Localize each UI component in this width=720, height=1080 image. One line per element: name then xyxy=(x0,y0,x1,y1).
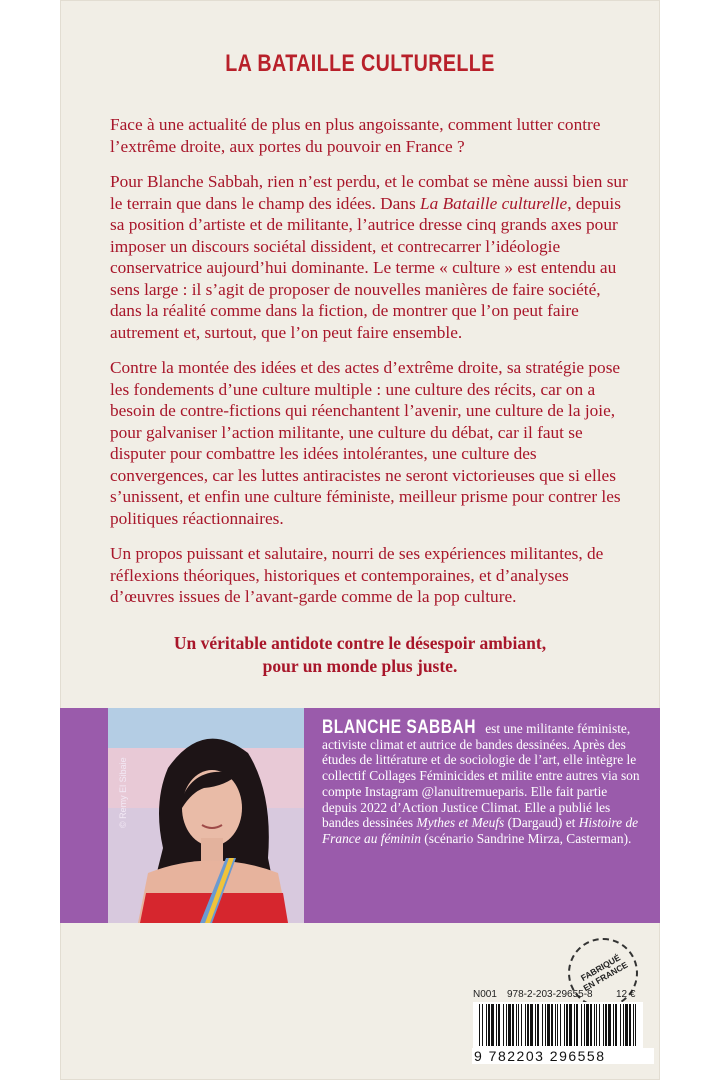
barcode-bar xyxy=(521,1004,522,1046)
barcode-bar xyxy=(566,1004,568,1046)
barcode-bar xyxy=(482,1004,483,1046)
author-bio-part3: (scénario Sandrine Mirza, Casterman). xyxy=(420,830,632,846)
barcode-bar xyxy=(547,1004,550,1046)
blurb xyxy=(110,114,628,622)
author-photo xyxy=(108,708,304,923)
barcode-bar xyxy=(615,1004,617,1046)
barcode-bar xyxy=(605,1004,607,1046)
barcode-bar xyxy=(486,1004,487,1046)
author-name: BLANCHE SABBAH xyxy=(322,717,477,738)
barcode-bar xyxy=(503,1004,504,1046)
barcode-bar xyxy=(498,1004,500,1046)
barcode-bar xyxy=(530,1004,533,1046)
blurb-p2-part2: , depuis sa position d’artiste et de militante, l’autrice dresse cinq grands axes pour imposer un discours sociétal dissident, et contrecarrer l’idéologie conservatrice aujourd’hui dominante. Le terme « culture » est entendu au sens large : il s’agit de proposer de nouvelles manières de faire société, dans la réalité comme dans la fiction, de montrer que l’on peut faire autrement et, surtout, que l’on peut faire ensemble. xyxy=(110,193,621,342)
barcode-bar xyxy=(633,1004,634,1046)
barcode-bar xyxy=(557,1004,558,1046)
barcode-bar xyxy=(603,1004,604,1046)
author-bio xyxy=(322,717,642,847)
author-bio-part2: (Dargaud) et xyxy=(504,815,579,831)
barcode-bar xyxy=(535,1004,536,1046)
barcode-digits: 9 782203 296558 xyxy=(472,1048,654,1064)
author-band xyxy=(60,708,660,923)
barcode-bar xyxy=(594,1004,595,1046)
barcode-bar xyxy=(574,1004,575,1046)
author-work-1: Mythes et Meufs xyxy=(416,815,505,831)
blurb-book-title: La Bataille culturelle xyxy=(420,193,568,213)
barcode-bar xyxy=(479,1004,480,1046)
barcode-bar xyxy=(623,1004,624,1046)
barcode-bar xyxy=(527,1004,529,1046)
barcode-bar xyxy=(537,1004,539,1046)
barcode-bar xyxy=(596,1004,597,1046)
barcode-bar xyxy=(576,1004,578,1046)
barcode-bar xyxy=(584,1004,585,1046)
barcode-bar xyxy=(620,1004,621,1046)
barcode-bar xyxy=(625,1004,628,1046)
barcode-bar xyxy=(518,1004,519,1046)
barcode-bar xyxy=(581,1004,582,1046)
author-portrait-illustration xyxy=(108,708,304,923)
catalog-code: N001 xyxy=(473,989,497,1000)
book-title: LA BATAILLE CULTURELLE xyxy=(225,50,495,77)
author-bio-part1: est une militante féministe, activiste climat et autrice de bandes dessinées. Après des études de littérature et de sociologie de l’art, elle intègre le collectif Collages Féminicides et milite entre autres via son compte Instagram @lanuitremueparis. Elle fait partie depuis 2022 d’Action Justice Climat. Elle a publié les bandes dessinées xyxy=(322,721,640,831)
barcode-bar xyxy=(555,1004,556,1046)
barcode-bar xyxy=(488,1004,490,1046)
barcode-bar xyxy=(506,1004,507,1046)
barcode-bar xyxy=(569,1004,572,1046)
barcode-bar xyxy=(629,1004,631,1046)
author-work-2: Histoire de France au féminin xyxy=(322,815,639,846)
barcode-bar xyxy=(590,1004,592,1046)
tagline xyxy=(60,632,660,678)
photo-credit: © Remy El Sibaie xyxy=(118,757,128,828)
tagline-line-1: Un véritable antidote contre le désespoir ambiant, xyxy=(173,633,547,653)
barcode-bar xyxy=(608,1004,611,1046)
barcode-bar xyxy=(545,1004,546,1046)
barcode-bar xyxy=(613,1004,614,1046)
stamp-text: FABRIQUÉ EN FRANCE xyxy=(578,952,630,994)
book-back-cover xyxy=(60,0,660,1080)
barcode-bar xyxy=(635,1004,636,1046)
barcode-bar xyxy=(491,1004,494,1046)
blurb-paragraph-2 xyxy=(110,171,628,343)
tagline-line-2: pour un monde plus juste. xyxy=(262,656,458,676)
blurb-paragraph-4: Un propos puissant et salutaire, nourri de ses expériences militantes, de réflexions théoriques, historiques et contemporaines, et d’analyses d’œuvres issues de l’avant-garde comme de la pop culture. xyxy=(110,544,604,606)
blurb-intro: Face à une actualité de plus en plus angoissante, comment lutter contre l’extrême droite, aux portes du pouvoir en France ? xyxy=(110,115,601,156)
barcode-bar xyxy=(508,1004,511,1046)
isbn: 978-2-203-29655-8 xyxy=(507,989,593,1000)
price: 12 € xyxy=(616,989,636,1000)
barcode-bar xyxy=(542,1004,543,1046)
barcode-bars xyxy=(473,1002,643,1048)
barcode-bar xyxy=(551,1004,553,1046)
blurb-p2-part1: Pour Blanche Sabbah, rien n’est perdu, et le combat se mène aussi bien sur le terrain que dans le champ des idées. Dans xyxy=(110,172,628,213)
blurb-paragraph-3: Contre la montée des idées et des actes d’extrême droite, sa stratégie pose les fondements d’une culture multiple : une culture des récits, car on a besoin de contre-fictions qui réenchantent l’avenir, une culture de la joie, pour galvaniser l’action militante, une culture du débat, car il faut se disputer pour combattre les idées intolérantes, une culture des convergences, car les luttes antiracistes ne seront victorieuses que si elles s’unissent, et enfin une culture féministe, meilleur prisme pour contrer les politiques réactionnaires. xyxy=(110,358,621,528)
barcode-bar xyxy=(599,1004,600,1046)
barcode-bar xyxy=(525,1004,526,1046)
barcode-bar xyxy=(564,1004,565,1046)
barcode-bar xyxy=(496,1004,497,1046)
barcode-bar xyxy=(586,1004,589,1046)
barcode-bar xyxy=(516,1004,517,1046)
barcode-bar xyxy=(560,1004,561,1046)
barcode-bar xyxy=(512,1004,514,1046)
